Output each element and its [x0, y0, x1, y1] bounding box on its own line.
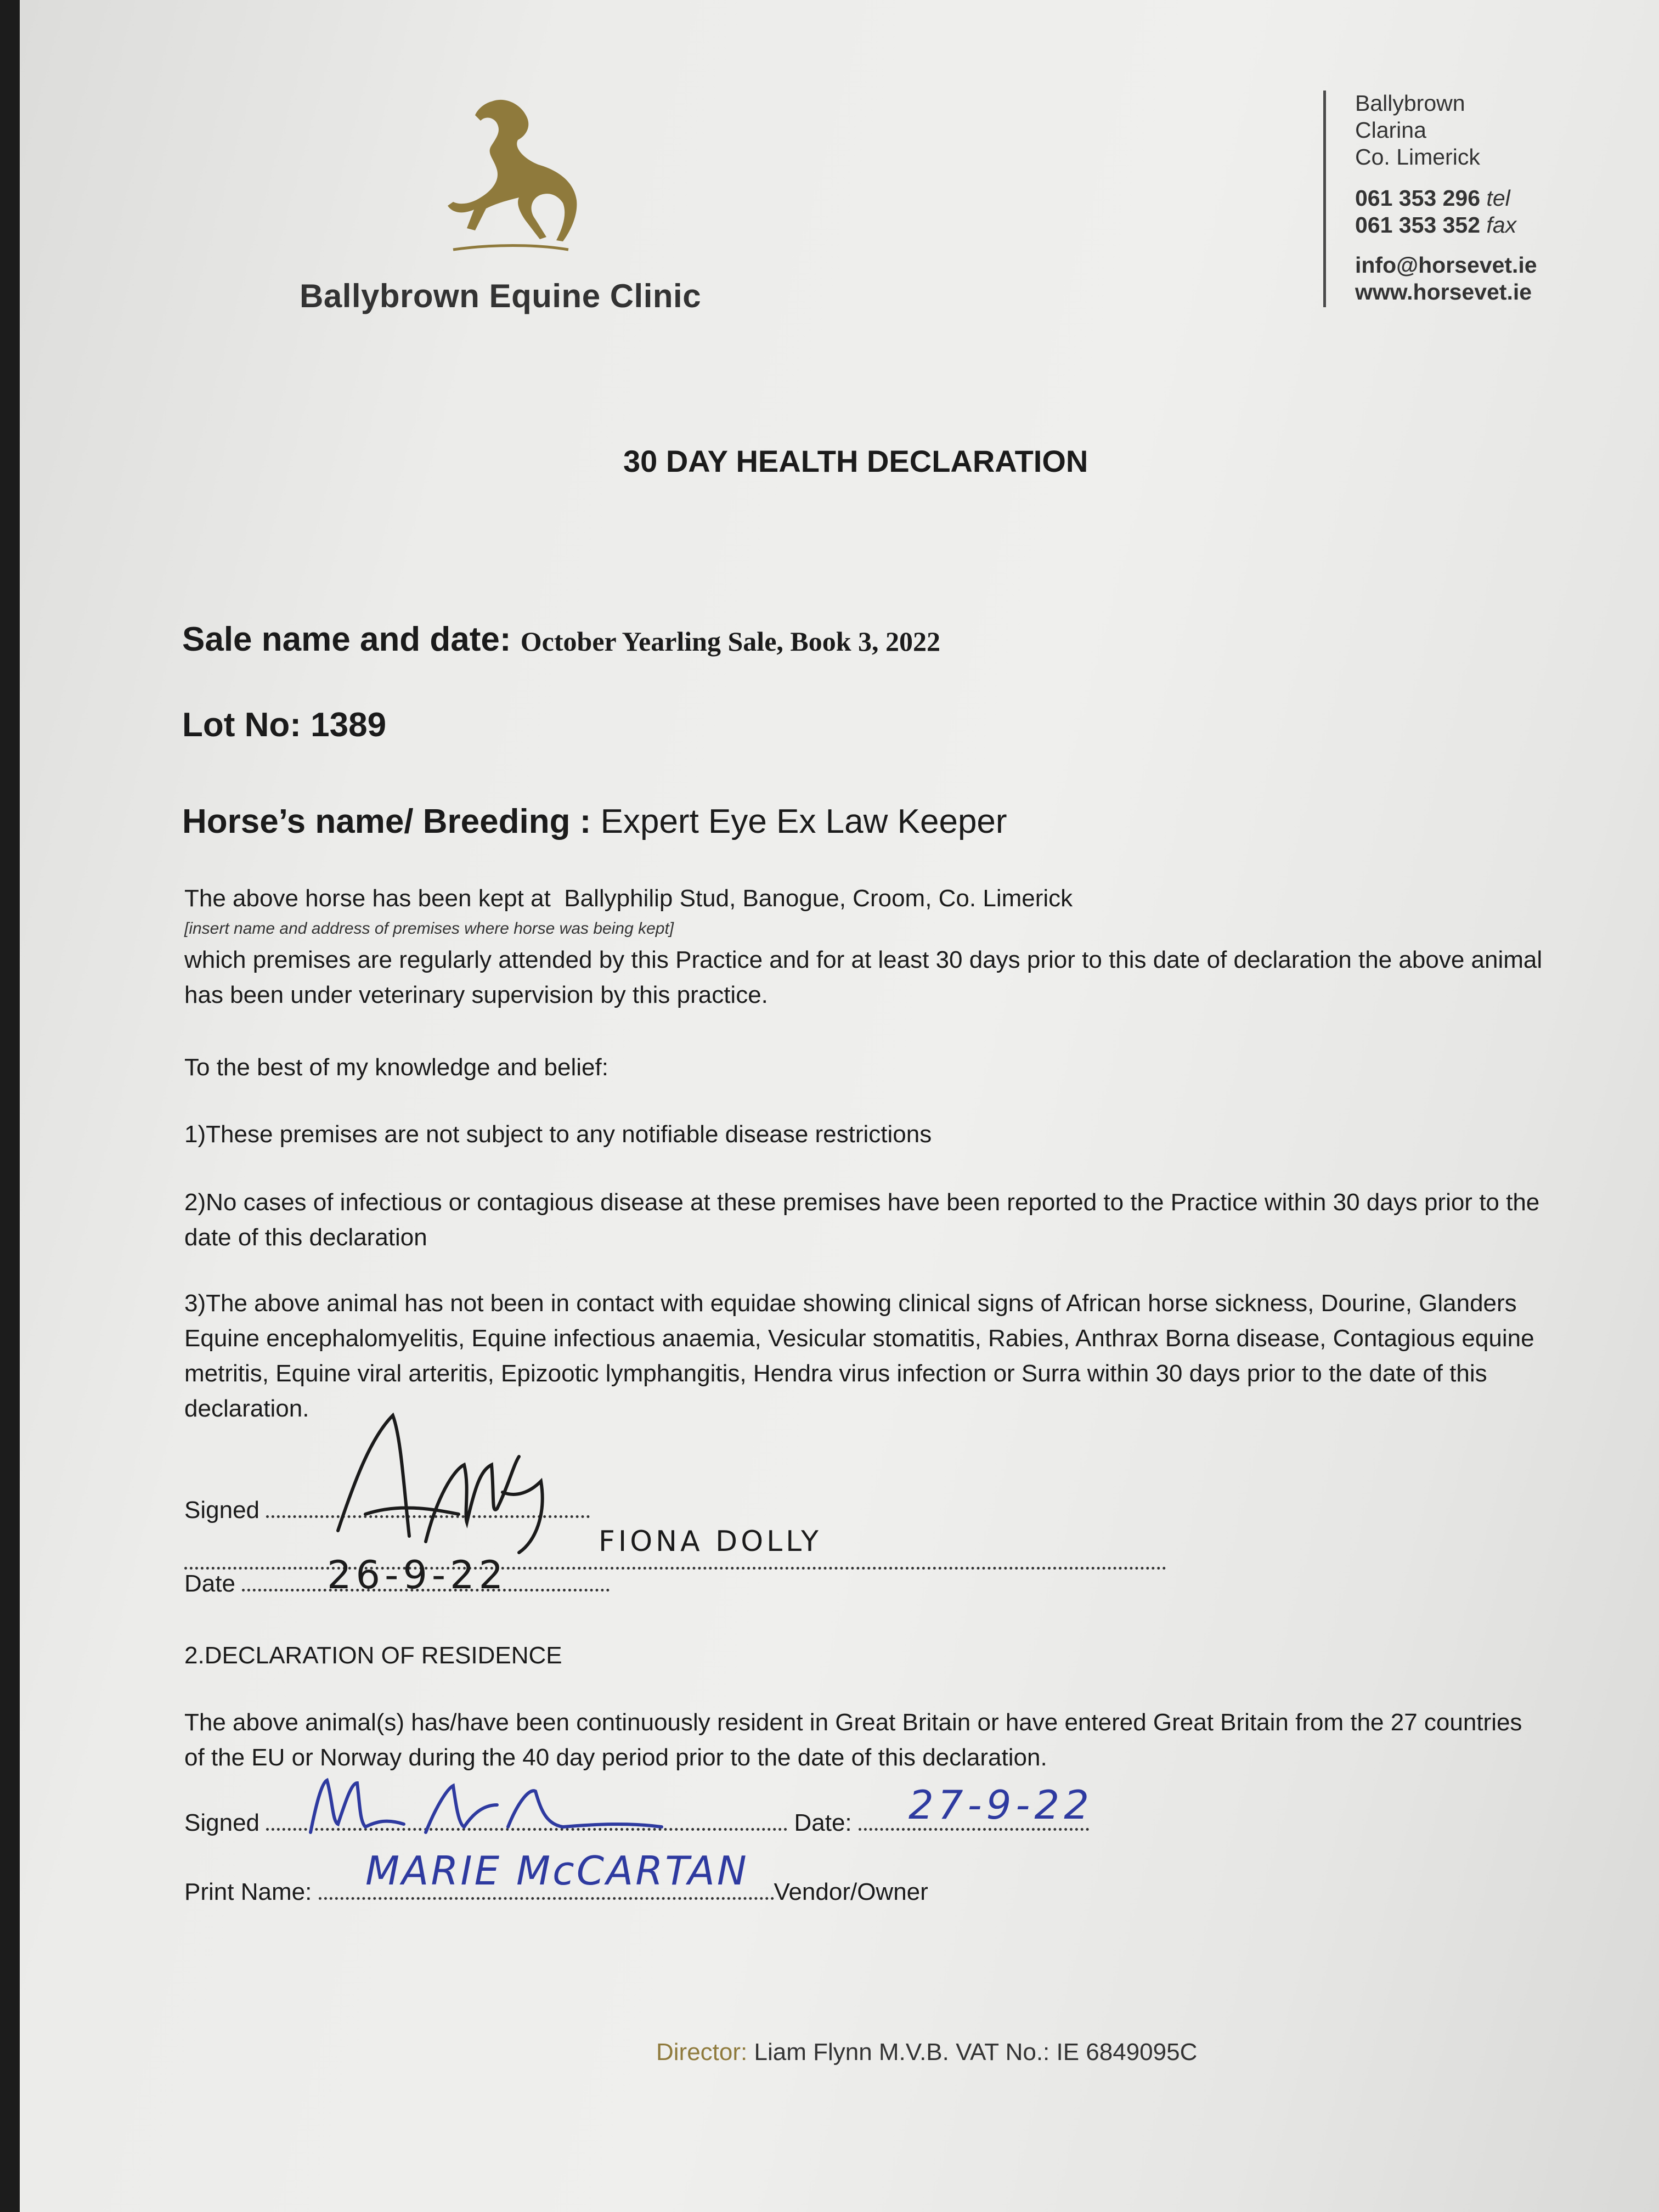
kept-prefix: The above horse has been kept at: [184, 885, 551, 912]
point-1: 1)These premises are not subject to any notifiable disease restrictions: [184, 1121, 932, 1148]
lot-field: [182, 706, 386, 744]
tel-line: [1355, 185, 1510, 211]
owner-date-label: Date:: [794, 1809, 852, 1836]
address-line-3: Co. Limerick: [1355, 144, 1480, 170]
document-page: [20, 0, 1659, 2212]
address-divider: [1323, 91, 1326, 307]
lot-value: 1389: [311, 706, 387, 744]
website: www.horsevet.ie: [1355, 279, 1532, 304]
point-2: 2)No cases of infectious or contagious disease at these premises have been reported to the Practice within 30 days prior to the date of this declaration: [184, 1189, 1540, 1251]
residence-heading: 2.DECLARATION OF RESIDENCE: [184, 1642, 562, 1669]
vet-printed-name: FIONA DOLLY: [599, 1525, 822, 1558]
email-line: [1355, 252, 1537, 278]
fax-label: fax: [1486, 212, 1517, 238]
print-name-label: Print Name:: [184, 1878, 312, 1905]
belief-text: To the best of my knowledge and belief:: [184, 1054, 608, 1081]
print-name-written: MARIE McCARTAN: [365, 1848, 749, 1894]
tel-label: tel: [1486, 185, 1510, 211]
fax-number: 061 353 352: [1355, 212, 1481, 238]
sale-value: October Yearling Sale, Book 3, 2022: [520, 626, 941, 657]
supervision-text: which premises are regularly attended by this Practice and for at least 30 days prior to this date of declaration the above animal has been under veterinary supervision by this practice.: [184, 946, 1543, 1008]
director-label: Director:: [656, 2039, 748, 2066]
lot-label: Lot No:: [182, 706, 301, 744]
vendor-owner-label: Vendor/Owner: [774, 1878, 928, 1905]
point-3: 3)The above animal has not been in contact with equidae showing clinical signs of African horse sickness, Dourine, Glanders Equine encephalomyelitis, Equine infectious anaemia, Vesicular stomatitis, Rabies, Anthrax Borna disease, Contagious equine metritis, Equine viral arteritis, Epizootic lymphangitis, Hendra virus infection or Surra within 30 days prior to the date of this declaration.: [184, 1290, 1534, 1422]
owner-signature-drawing: [300, 1772, 695, 1843]
kept-note: [insert name and address of premises where horse was being kept]: [184, 919, 674, 938]
vet-date-written: 26-9-22: [327, 1553, 508, 1598]
vet-signed-label: Signed: [184, 1497, 260, 1523]
clinic-name: Ballybrown Equine Clinic: [300, 278, 702, 314]
address-line-1: Ballybrown: [1355, 91, 1465, 116]
address-line-2: Clarina: [1355, 117, 1426, 143]
kept-at-line: [184, 881, 1545, 916]
horse-value: Expert Eye Ex Law Keeper: [600, 803, 1007, 840]
document-title: 30 DAY HEALTH DECLARATION: [623, 444, 1088, 478]
web-line: [1355, 279, 1532, 305]
horse-label: Horse’s name/ Breeding :: [182, 803, 591, 840]
email: info@horsevet.ie: [1355, 252, 1537, 278]
vet-signature-drawing: [327, 1404, 623, 1558]
horse-field: [182, 802, 1007, 841]
owner-signed-label: Signed: [184, 1809, 260, 1836]
vet-date-label: Date: [184, 1570, 235, 1597]
tel-number: 061 353 296: [1355, 185, 1481, 211]
horse-logo-icon: [409, 93, 607, 263]
owner-date-written: 27-9-22: [909, 1782, 1094, 1828]
sale-label: Sale name and date:: [182, 620, 511, 658]
kept-value: Ballyphilip Stud, Banogue, Croom, Co. Limerick: [564, 885, 1073, 912]
footer: [656, 2039, 1197, 2066]
fax-line: [1355, 212, 1516, 238]
sale-name-field: [182, 620, 940, 659]
residence-text: The above animal(s) has/have been continuously resident in Great Britain or have entered Great Britain from the 27 countries of the EU or Norway during the 40 day period prior to the date of this declaration.: [184, 1709, 1522, 1771]
director-text: Liam Flynn M.V.B. VAT No.: IE 6849095C: [754, 2039, 1198, 2066]
